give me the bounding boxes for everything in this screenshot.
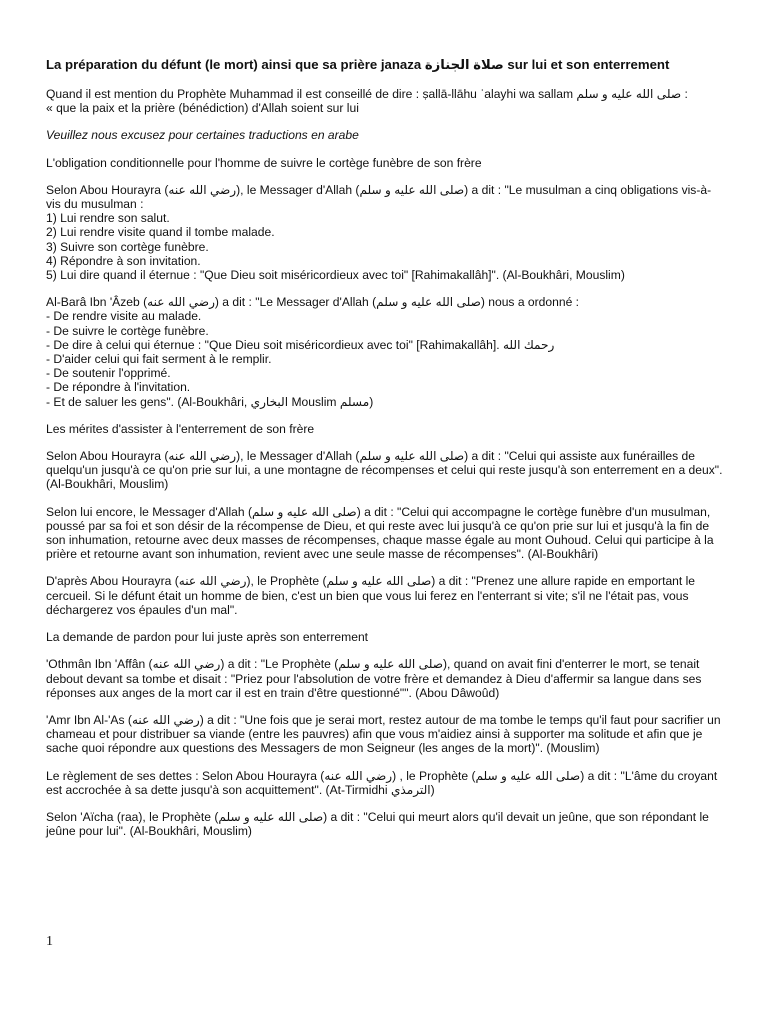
hadith-paragraph: Selon lui encore, le Messager d'Allah (صلى الله عليه و سلم) a dit : "Celui qui accompagne le cortège funèbre d'un musulman, poussé par sa foi et son désir de la récompense de Dieu, et qui reste avec lui jusqu'à ce qu'on prie sur lui et jusqu'à la fin de son inhumation, retourne avec deux masses de récompenses, chaque masse égale au mont Ouhoud. Celui qui participe à la prière et retourne avant son inhumation, revient avec une seule masse de récompenses". (Al-Boukhâri) — [46, 504, 714, 562]
section-debts-paragraph: Le règlement de ses dettes : Selon Abou Hourayra (رضي الله عنه) , le Prophète (صلى الله عليه و سلم) a dit : "L'âme du croyant est accrochée à sa dette jusqu'à son acquittement". (At-Tirmidhi الترمذي) — [46, 768, 718, 797]
translation-notice: Veuillez nous excusez pour certaines traductions en arabe — [46, 128, 359, 143]
hadith-paragraph: 'Othmân Ibn 'Affân (رضي الله عنه) a dit : "Le Prophète (صلى الله عليه و سلم), quand on avait fini d'enterrer le mort, se tenait debout devant sa tombe et disait : "Priez pour l'absolution de votre frère et demandez à Dieu d'affermir sa langue dans ses réponses aux anges de la mort car il est en train d'être questionné"". (Abou Dâwoûd) — [46, 657, 702, 700]
hadith-paragraph: Al-Barâ Ibn 'Âzeb (رضي الله عنه) a dit : "Le Messager d'Allah (صلى الله عليه و سلم) nous a ordonné : - De rendre visite au malade. - De suivre le cortège funèbre. - De dire à celui qui éternue : "Que Dieu soit miséricordieux avec toi" [Rahimakallâh]. رحمك الله - D'aider celui qui fait serment à le remplir. - De soutenir l'opprimé. - De répondre à l'invitation. - Et de saluer les gens". (Al-Boukhâri, البخاري Mouslim مسلم) — [46, 295, 580, 409]
page-title: La préparation du défunt (le mort) ainsi que sa prière janaza صلاة الجنازة sur lui et son enterrement — [46, 57, 670, 72]
hadith-paragraph: D'après Abou Hourayra (رضي الله عنه), le Prophète (صلى الله عليه و سلم) a dit : "Prenez une allure rapide en emportant le cercueil. Si le défunt était un homme de bien, c'est un bien que vous lui ferez en l'enterrant si vite; s'il ne l'était pas, vous déchargerez vos épaules d'un mal". — [46, 574, 696, 617]
section-heading-obligation: L'obligation conditionnelle pour l'homme de suivre le cortège funèbre de son frère — [46, 155, 482, 170]
intro-paragraph: Quand il est mention du Prophète Muhammad il est conseillé de dire : ṣallā-llāhu ʿalayhi wa sallam صلى الله عليه و سلم : « que la paix et la prière (bénédiction) d'Allah soient sur lui — [46, 87, 688, 116]
hadith-paragraph: Selon Abou Hourayra (رضي الله عنه), le Messager d'Allah (صلى الله عليه و سلم) a dit : "Le musulman a cinq obligations vis-à-vis du musulman : 1) Lui rendre son salut. 2) Lui rendre visite quand il tombe malade. 3) Suivre son cortège funèbre. 4) Répondre à son invitation. 5) Lui dire quand il éternue : "Que Dieu soit miséricordieux avec toi" [Rahimakallâh]". (Al-Boukhâri, Mouslim) — [46, 182, 712, 283]
hadith-paragraph: Selon 'Aïcha (raa), le Prophète (صلى الله عليه و سلم) a dit : "Celui qui meurt alors qu'il devait un jeûne, que son répondant le jeûne pour lui". (Al-Boukhâri, Mouslim) — [46, 809, 709, 839]
page-number: 1 — [46, 934, 53, 949]
hadith-paragraph: Selon Abou Hourayra (رضي الله عنه), le Messager d'Allah (صلى الله عليه و سلم) a dit : "Celui qui assiste aux funérailles de quelqu'un jusqu'à ce qu'on prie sur lui, a une montagne de récompenses et celui qui reste jusqu'à son enterrement en a deux". (Al-Boukhâri, Mouslim) — [46, 449, 723, 492]
section-heading-pardon: La demande de pardon pour lui juste après son enterrement — [46, 630, 369, 645]
hadith-paragraph: 'Amr Ibn Al-'As (رضي الله عنه) a dit : "Une fois que je serai mort, restez autour de ma tombe le temps qu'il faut pour sacrifier un chameau et pour distribuer sa viande (entre les pauvres) afin que vous m'aidiez ainsi à supporter ma solitude et afin que je sache quoi répondre aux questions des Messagers de mon Seigneur (les anges de la mort)". (Mouslim) — [46, 712, 721, 756]
section-heading-merits: Les mérites d'assister à l'enterrement de son frère — [46, 421, 315, 436]
